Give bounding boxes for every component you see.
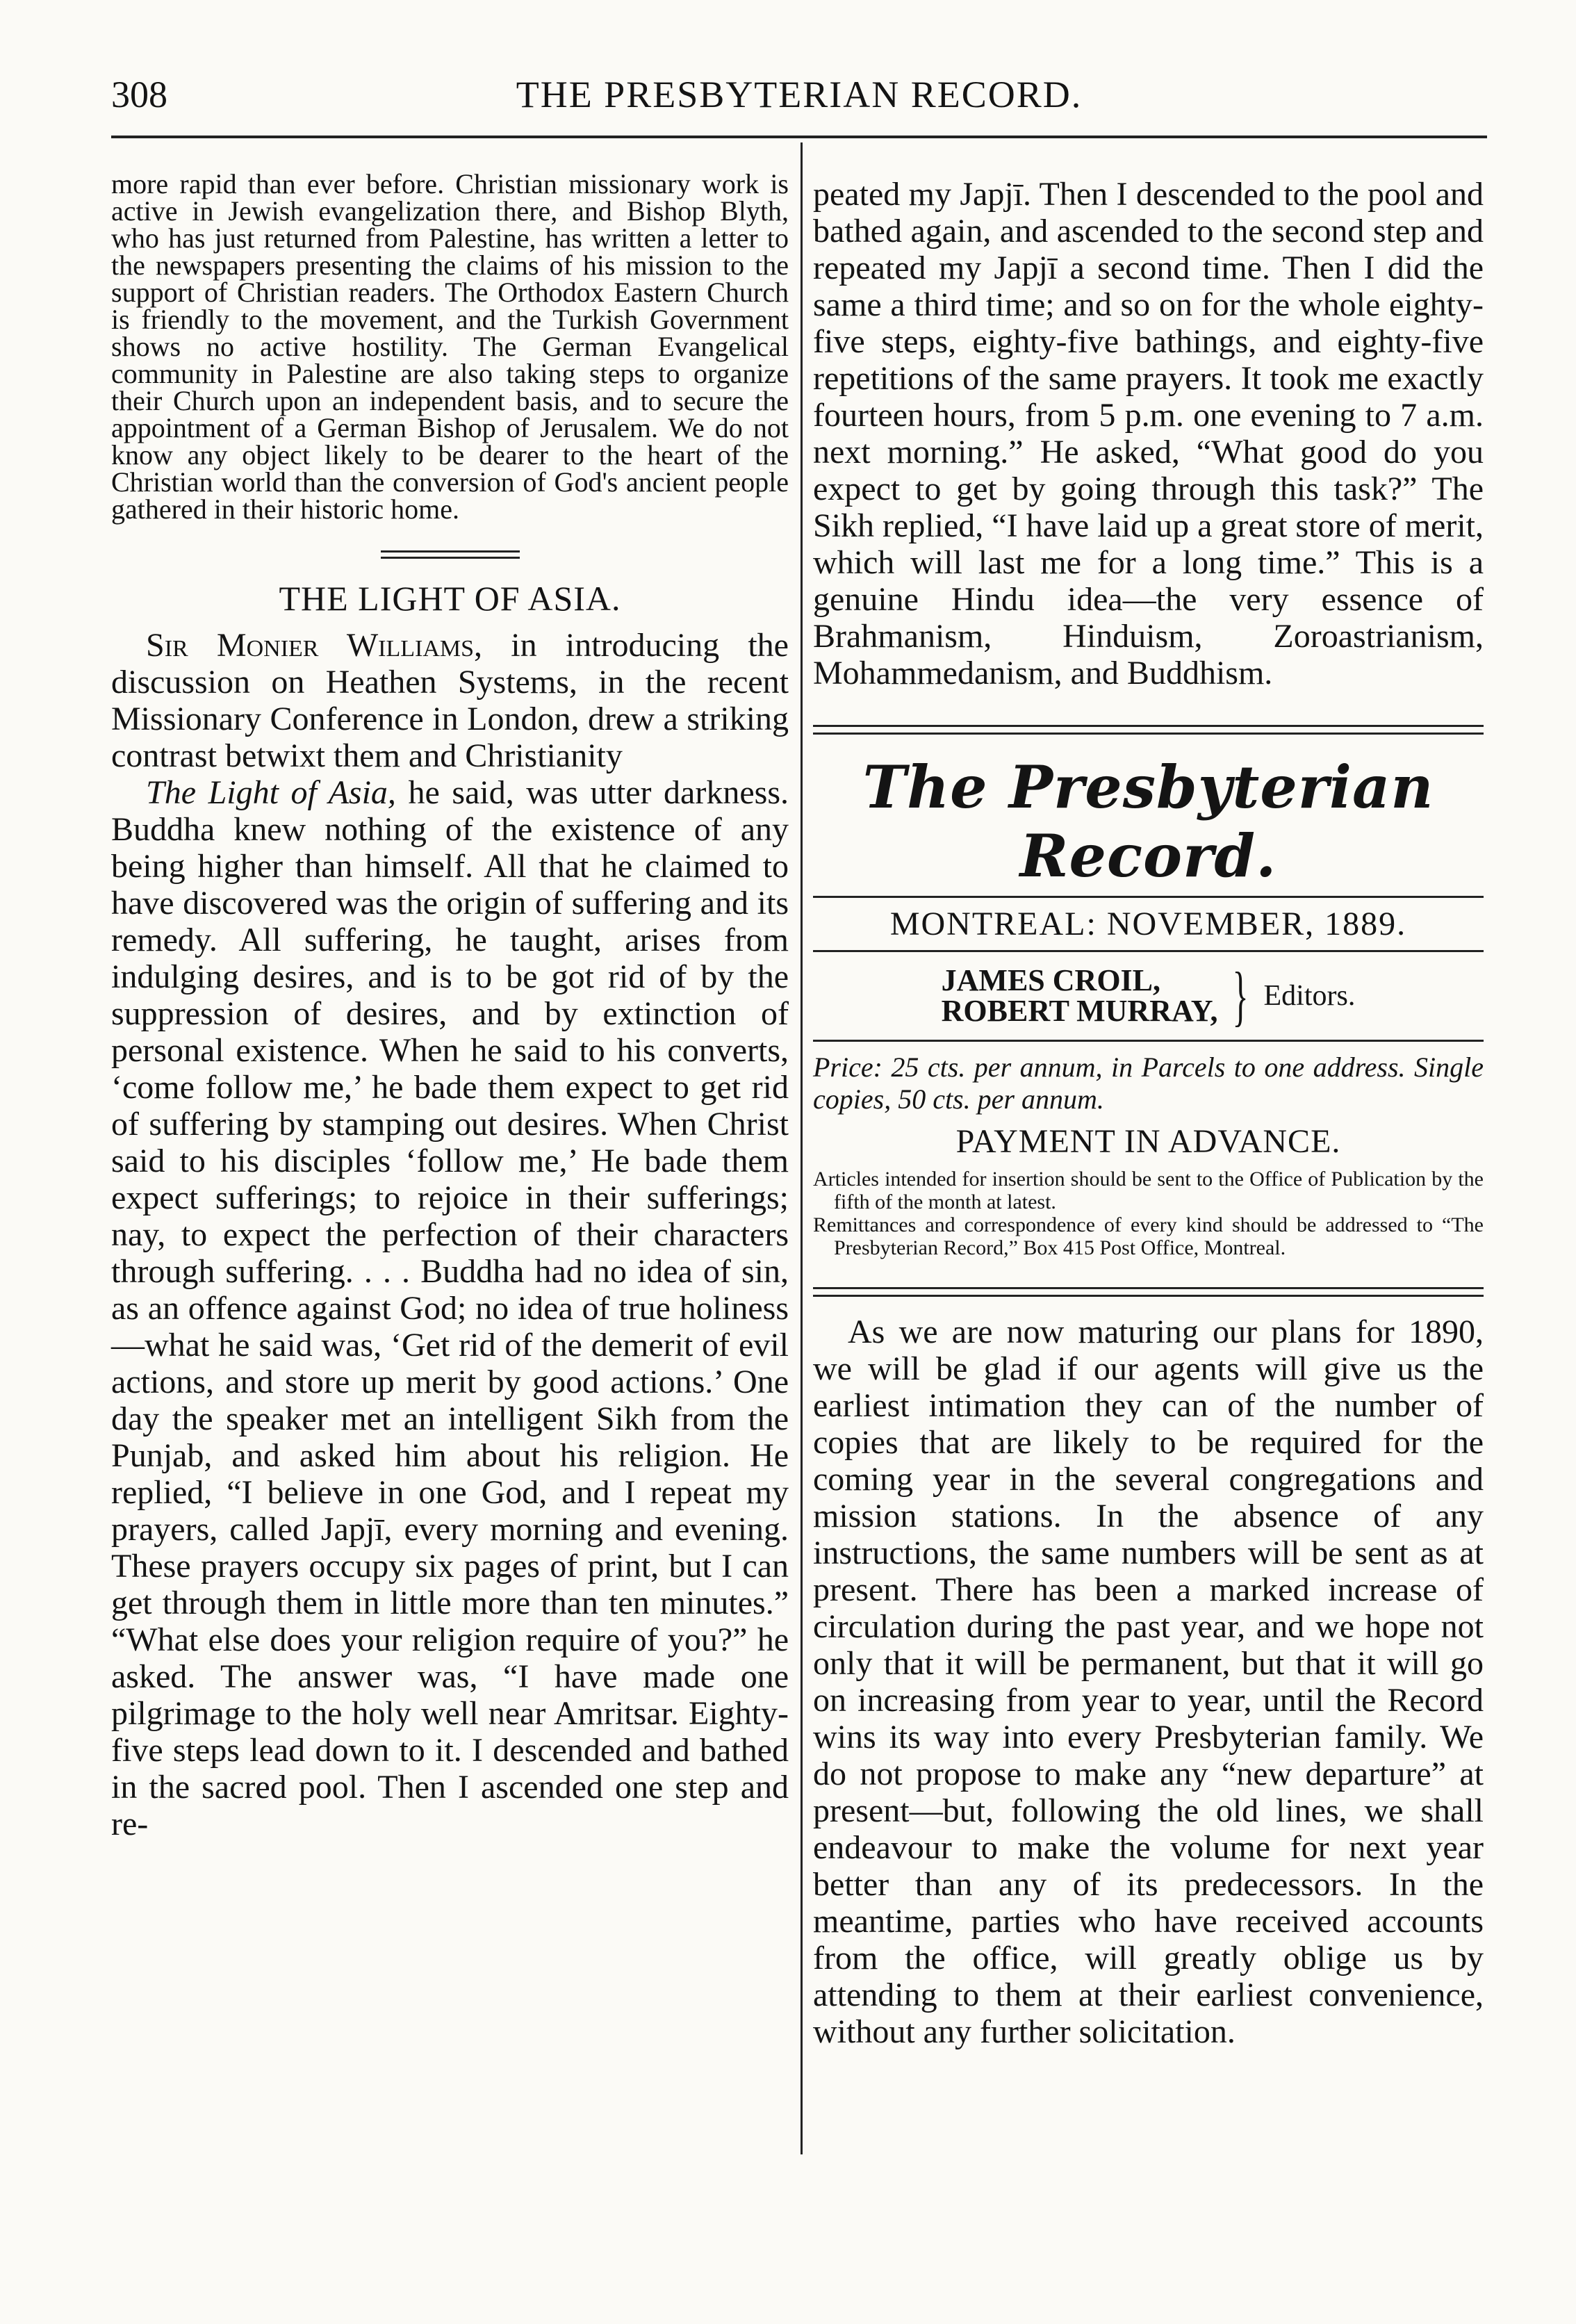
dateline-rule — [813, 950, 1484, 952]
editors-rule — [813, 1040, 1484, 1042]
article-body — [111, 627, 789, 1842]
editor-2: ROBERT MURRAY, — [941, 994, 1218, 1028]
paragraph-2-text: he said, was utter darkness. Buddha knew nothing of the existence of any being higher than himself. All that he claimed to have discovered was the origin of suffering and its remedy. All suffering, he taught, arises from indulging desires, and is to be got rid of by the suppression of desires, and by extinction of personal existence. When he said to his converts, ‘come follow me,’ he bade them expect to get rid of suffering by stamping out desires. When Christ said to his disciples ‘follow me,’ He bade them expect sufferings; to rejoice in their sufferings; nay, to expect the perfection of their characters through suffering. . . . Buddha had no idea of sin, as an offence against God; no idea of true holiness—what he said was, ‘Get rid of the demerit of evil actions, and store up merit by good actions.’ One day the speaker met an intelligent Sikh from the Punjab, and asked him about his religion. He replied, “I believe in one God, and I repeat my prayers, called Japjī, every morning and evening. These prayers occupy six pages of print, but I can get through them in little more than ten minutes.” “What else does your religion require of you?” he asked. The answer was, “I have made one pilgrimage to the holy well near Amritsar. Eighty-five steps lead down to it. I descended and bathed in the sacred pool. Then I ascended one step and re- — [111, 774, 789, 1842]
header-rule — [111, 136, 1487, 138]
article-title: THE LIGHT OF ASIA. — [279, 579, 621, 618]
editors-label: Editors. — [1263, 980, 1356, 1012]
right-column — [813, 142, 1484, 2084]
article-paragraph-1 — [111, 627, 789, 774]
left-column — [111, 142, 789, 1842]
payment-notice: PAYMENT IN ADVANCE. — [955, 1123, 1341, 1160]
articles-notice: Articles intended for insertion should be sent to the Office of Publication by the fifth of the month at latest. — [813, 1168, 1484, 1213]
dateline: MONTREAL: NOVEMBER, 1889. — [889, 906, 1407, 942]
continued-paragraph-left: more rapid than ever before. Christian missionary work is active in Jewish evangelization there, and Bishop Blyth, who has just returned from Palestine, has written a letter to the newspapers presenting the claims of his mission to the support of Christian readers. The Orthodox Eastern Church is friendly to the movement, and the Turkish Government shows no active hostility. The German Evangelical community in Palestine are also taking steps to organize their Church upon an independent basis, and to secure the appointment of a German Bishop of Jerusalem. We do not know any object likely to be dearer to the heart of the Christian world than the conversion of God's ancient people gathered in their historic home. — [111, 168, 789, 525]
editors-block — [813, 958, 1484, 1033]
masthead-rule-top-2 — [813, 733, 1484, 735]
running-title: THE PRESBYTERIAN RECORD. — [516, 74, 1083, 115]
section-separator — [381, 550, 520, 559]
editorial-rule-2 — [813, 1295, 1484, 1297]
book-title: The Light of Asia, — [146, 774, 396, 811]
paragraph-1-text: in introducing the discussion on Heathen Systems, in the recent Missionary Conference in London, drew a striking contrast betwixt them and Christianity — [111, 627, 789, 774]
editorial-rule — [813, 1287, 1484, 1289]
author-name: Sir Monier Williams, — [146, 627, 483, 664]
price-notice: Price: 25 cts. per annum, in Parcels to one address. Single copies, 50 cts. per annum. — [813, 1051, 1484, 1115]
masthead-rule-top — [813, 725, 1484, 727]
remittances-notice: Remittances and correspondence of every kind should be addressed to “The Presbyterian Record,” Box 415 Post Office, Montreal. — [813, 1213, 1484, 1259]
article-paragraph-2 — [111, 774, 789, 1842]
column-divider — [801, 142, 803, 2154]
continued-paragraph-right: peated my Japjī. Then I descended to the pool and bathed again, and ascended to the second step and repeated my Japjī a second time. Then I did the same a third time; and so on for the whole eighty-five steps, eighty-five bathings, and eighty-five repetitions of the same prayers. It took me exactly fourteen hours, from 5 p.m. one evening to 7 a.m. next morning.” He asked, “What good do you expect to get by going through this task?” The Sikh replied, “I have laid up a great store of merit, which will last me for a long time.” This is a genuine Hindu idea—the very essence of Brahmanism, Hinduism, Zoroastrianism, Mohammedanism, and Buddhism. — [813, 176, 1484, 692]
masthead-rule — [813, 896, 1484, 898]
editorial-paragraph: As we are now maturing our plans for 1890, we will be glad if our agents will give us the earliest intimation they can of the number of copies that are likely to be required for the coming year in the several congregations and mission stations. In the absence of any instructions, the same numbers will be sent as at present. There has been a marked increase of circulation during the past year, and we hope not only that it will be permanent, but that it will go on increasing from year to year, until the Record wins its way into every Presbyterian family. We do not propose to make any “new departure” at present—but, following the old lines, we shall endeavour to make the volume for next year better than any of its predecessors. In the meantime, parties who have received accounts from the office, will greatly oblige us by attending to them at their earliest convenience, without any further solicitation. — [813, 1314, 1484, 2050]
brace-symbol: } — [1232, 958, 1249, 1033]
masthead-title: The Presbyterian Record. — [862, 753, 1434, 890]
page-number: 308 — [111, 74, 167, 115]
editor-names — [942, 965, 1218, 1026]
page-header — [111, 66, 1487, 129]
editor-1: JAMES CROIL, — [941, 963, 1161, 997]
